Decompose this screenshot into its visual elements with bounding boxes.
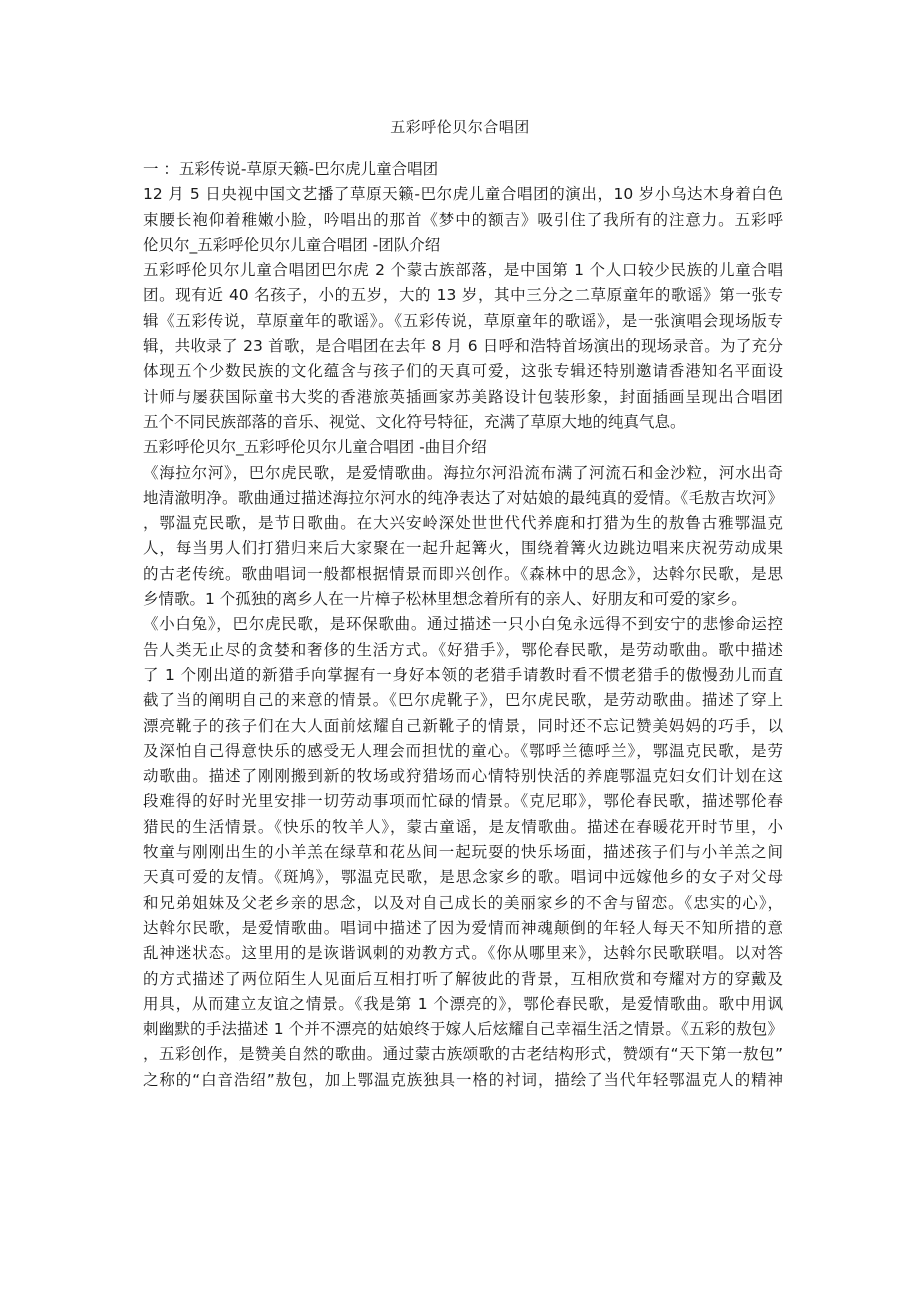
text-line: 五彩呼伦贝尔儿童合唱团巴尔虎 2 个蒙古族部落，是中国第 1 个人口较少民族的儿童合唱 [143, 261, 783, 280]
text-line: ，鄂温克民歌，是节日歌曲。在大兴安岭深处世世代代养鹿和打猎为生的敖鲁古雅鄂温克 [143, 514, 783, 533]
text-line: 及深怕自己得意快乐的感受无人理会而担忧的童心。《鄂呼兰德呼兰》，鄂温克民歌，是劳 [143, 741, 783, 760]
text-line: 伦贝尔_五彩呼伦贝尔儿童合唱团 -团队介绍 [143, 235, 441, 254]
text-line: 猎民的生活情景。《快乐的牧羊人》，蒙古童谣，是友情歌曲。描述在春暖花开时节里，小 [143, 817, 783, 836]
body-text [143, 157, 783, 1093]
text-line: 截了当的阐明自己的来意的情景。《巴尔虎靴子》，巴尔虎民歌，是劳动歌曲。描述了穿上 [143, 691, 783, 710]
text-line: 动歌曲。描述了刚刚搬到新的牧场或狩猎场而心情特别快活的养鹿鄂温克妇女们计划在这 [143, 767, 783, 786]
text-line: 体现五个少数民族的文化蕴含与孩子们的天真可爱，这张专辑还特别邀请香港知名平面设 [143, 362, 783, 381]
text-line: 刺幽默的手法描述 1 个并不漂亮的姑娘终于嫁人后炫耀自己幸福生活之情景。《五彩的敖包》 [143, 1020, 783, 1039]
text-line: 告人类无止尽的贪婪和奢侈的生活方式。《好猎手》，鄂伦春民歌，是劳动歌曲。歌中描述 [143, 640, 783, 659]
text-line: ，五彩创作，是赞美自然的歌曲。通过蒙古族颂歌的古老结构形式，赞颂有“天下第一敖包” [143, 1045, 783, 1064]
text-line: 《小白兔》，巴尔虎民歌，是环保歌曲。通过描述一只小白兔永远得不到安宁的悲惨命运控 [143, 615, 783, 634]
text-line: 达斡尔民歌，是爱情歌曲。唱词中描述了因为爱情而神魂颠倒的年轻人每天不知所措的意 [143, 918, 783, 937]
text-line: 五个不同民族部落的音乐、视觉、文化符号特征，充满了草原大地的纯真气息。 [143, 412, 686, 431]
page-title: 五彩呼伦贝尔合唱团 [390, 118, 530, 136]
text-line: 五彩呼伦贝尔_五彩呼伦贝尔儿童合唱团 -曲目介绍 [143, 438, 487, 457]
text-line: 的古老传统。歌曲唱词一般都根据情景而即兴创作。《森林中的思念》，达斡尔民歌，是思 [143, 564, 783, 583]
text-line: 了 1 个刚出道的新猎手向掌握有一身好本领的老猎手请教时看不惯老猎手的傲慢劲儿而直 [143, 665, 783, 684]
text-line: 人，每当男人们打猎归来后大家聚在一起升起篝火，围绕着篝火边跳边唱来庆祝劳动成果 [143, 539, 783, 558]
text-line: 乱神迷状态。这里用的是诙谐讽刺的劝教方式。《你从哪里来》，达斡尔民歌联唱。以对答 [143, 944, 783, 963]
text-line: 段难得的好时光里安排一切劳动事项而忙碌的情景。《克尼耶》，鄂伦春民歌，描述鄂伦春 [143, 792, 783, 811]
text-line: 用具，从而建立友谊之情景。《我是第 1 个漂亮的》，鄂伦春民歌，是爱情歌曲。歌中用讽 [143, 994, 783, 1013]
text-line: 辑《五彩传说，草原童年的歌谣》。《五彩传说，草原童年的歌谣》，是一张演唱会现场版专 [143, 311, 783, 330]
text-line: 团。现有近 40 名孩子，小的五岁，大的 13 岁，其中三分之二草原童年的歌谣》第一张专 [143, 286, 783, 305]
text-line: 一 ：五彩传说-草原天籁-巴尔虎儿童合唱团 [143, 160, 439, 178]
text-line: 天真可爱的友情。《斑鸠》，鄂温克民歌，是思念家乡的歌。唱词中远嫁他乡的女子对父母 [143, 868, 783, 887]
text-line: 地清澈明净。歌曲通过描述海拉尔河水的纯净表达了对姑娘的最纯真的爱情。《毛敖吉坎河》 [143, 488, 783, 507]
text-line: 漂亮靴子的孩子们在大人面前炫耀自己新靴子的情景，同时还不忘记赞美妈妈的巧手，以 [143, 716, 783, 735]
text-line: 辑，共收录了 23 首歌，是合唱团在去年 8 月 6 日呼和浩特首场演出的现场录音。为了充分 [143, 337, 783, 356]
text-line: 12 月 5 日央视中国文艺播了草原天籁-巴尔虎儿童合唱团的演出，10 岁小乌达木身着白色 [143, 185, 783, 204]
text-line: 牧童与刚刚出生的小羊羔在绿草和花丛间一起玩耍的快乐场面，描述孩子们与小羊羔之间 [143, 843, 783, 862]
text-line: 《海拉尔河》，巴尔虎民歌，是爱情歌曲。海拉尔河沿流布满了河流石和金沙粒，河水出奇 [143, 463, 783, 482]
text-line: 乡情歌。1 个孤独的离乡人在一片樟子松林里想念着所有的亲人、好朋友和可爱的家乡。 [143, 590, 747, 609]
text-line: 之称的“白音浩绍”敖包，加上鄂温克族独具一格的衬词，描绘了当代年轻鄂温克人的精神 [143, 1070, 783, 1089]
text-line: 计师与屡获国际童书大奖的香港旅英插画家苏美路设计包装形象，封面插画呈现出合唱团 [143, 387, 783, 406]
text-line: 束腰长袍仰着稚嫩小脸，吟唱出的那首《梦中的额吉》吸引住了我所有的注意力。五彩呼 [143, 210, 783, 229]
text-line: 和兄弟姐妹及父老乡亲的思念，以及对自己成长的美丽家乡的不舍与留恋。《忠实的心》， [143, 893, 783, 912]
text-line: 的方式描述了两位陌生人见面后互相打听了解彼此的背景，互相欣赏和夸耀对方的穿戴及 [143, 969, 783, 988]
